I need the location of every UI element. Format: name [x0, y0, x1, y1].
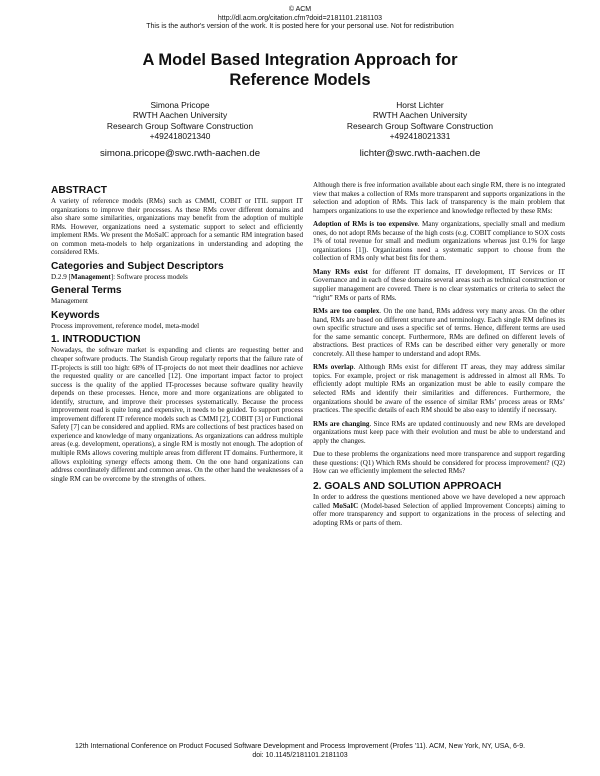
categories-heading: Categories and Subject Descriptors — [51, 260, 224, 272]
page-footer — [0, 742, 600, 760]
keywords-heading: Keywords — [51, 309, 100, 321]
author-phone: +492418021340 — [149, 130, 211, 141]
problem-text: . Many organizations, specially small and medium ones, do not adopt RMs because of the high costs (e.g. COBIT compliance to SOX costs 1% of total revenue for small and medium organizations whereas just 0.1% for large organizations [1]). Organizations need a systematic support to choose from the collection of RMs only what best fits for them. — [313, 220, 565, 263]
problem-text: . Although RMs exist for different IT areas, they may address similar topics. For example, project or risk management is addressed in almost all RMs. To efficiently adopt multiple RMs an organization must be able to easily compare the selected RMs and identify their similarities and differences. Furthermore, the organizations should be aware of the essence of similar RMs’ process areas or RMs’ practices. The specific details of each RM should be also easy to identify if necessary. — [313, 363, 565, 415]
problem-lead: Many RMs exist — [313, 267, 368, 276]
introduction-continued: Although there is free information available about each single RM, there is no integrated view that makes a collection of RMs more transparent and supports organizations in the selection and adoption of RMs. This lack of transparency is the main problem that hampers organizations to use the experience and knowledge reflected by these RMs: — [313, 181, 565, 215]
categories-suffix: ]: Software process models — [110, 272, 188, 281]
author-department: Research Group Software Construction — [346, 120, 494, 131]
problem-paragraph-expensive — [313, 220, 565, 263]
author-email[interactable]: simona.pricope@swc.rwth-aachen.de — [99, 148, 261, 160]
paper-title — [40, 50, 560, 90]
right-column — [313, 181, 565, 527]
author-block-1 — [65, 100, 295, 159]
copyright-text: © ACM — [288, 6, 312, 13]
categories-bold: Management — [70, 272, 111, 281]
categories-text — [51, 273, 303, 282]
author-email[interactable]: lichter@swc.rwth-aachen.de — [359, 148, 481, 160]
problem-lead: Adoption of RMs is too expensive — [313, 220, 418, 229]
problem-lead: RMs overlap — [313, 363, 354, 372]
author-affiliation: RWTH Aachen University — [372, 110, 468, 121]
conference-citation: 12th International Conference on Product Focused Software Development and Process Improvement (Profes '11). ACM, New York, NY, USA, 6-9. — [74, 743, 526, 750]
abstract-heading: ABSTRACT — [51, 185, 108, 196]
redistribution-notice: This is the author's version of the work. It is posted here for your personal use. Not for redistribution — [146, 23, 454, 30]
problem-paragraph-complex — [313, 307, 565, 358]
introduction-text: Nowadays, the software market is expanding and clients are requesting better and cheaper software products. The Standish Group regularly reports that the failure rate of IT-projects is still too high: 68% of IT-projects do not meet their deadlines nor achieve the requested quality or are cancelled [12]. One important impact factor to project success is the quality of the applied IT-processes because software quality heavily depends on these processes. Hence, more and more organizations are obligated to identify, structure, and improve their processes systematically. Because the process improvement road is quite long and expensive, it needs to be guided. To support process improvement different IT reference models such as CMMI [2], COBIT [3] or Functional Safety [7] can be considered and applied. RMs are collections of best practices based on experience and knowledge of many organizations. As organizations can address multiple areas (e.g. development, operations), a single RM is mostly not enough. The adoption of multiple RMs allows covering multiple areas from different IT domains. Furthermore, it allows exploiting synergy effects among them. On the one hand organizations can address coordinately different and common areas. On the other hand the weaknesses of a single RM can be overcome by the strengths of others. — [51, 346, 304, 483]
author-block-2 — [305, 100, 535, 159]
goals-bold: MoSaIC — [332, 501, 359, 510]
author-affiliation: RWTH Aachen University — [132, 110, 228, 121]
categories-prefix: D.2.9 [ — [51, 272, 71, 281]
title-line-2: Reference Models — [229, 71, 371, 89]
author-name: Simona Pricope — [150, 100, 210, 110]
problem-text: for different IT domains, IT development, IT Services or IT Governance and in each of these domains several areas such as technical construction or supplier management are covered. There is no clear systematics or criteria to select the “right” RMs or parts of RMs. — [313, 267, 566, 302]
general-terms-heading: General Terms — [51, 285, 122, 297]
goals-suffix: (Model-based Selection of applied Improvement Concepts) aiming to offer more transparency and support to organizations in the process of selecting and adopting RMs or parts of them. — [313, 501, 566, 527]
problem-paragraph-overlap — [313, 363, 565, 414]
goals-prefix: In order to address the questions mentioned above we have developed a new approach called — [313, 492, 565, 510]
abstract-text: A variety of reference models (RMs) such as CMMI, COBIT or ITIL support IT organizations to improve their processes. As these RMs cover different domains and also share some similarities, organizations may benefit from the adoption of multiple RMs. However, organizations need a systematic support to select and efficiently implement RMs. We present the MoSaIC approach for a semantic RM integration based on common meta-models to help organizations in understanding and adopting the considered RMs. — [51, 197, 303, 257]
problem-text: . On the one hand, RMs address very many areas. On the other hand, RMs are based on different structure and terminology. Each single RM defines its own specific structure and uses a specific set of terms. Hence, different terms are used for the same semantic concept. Furthermore, RMs are defined on different levels of abstractions. Best practices of RMs can be described either very generally or more concretely. All these hamper to understand and adopt RMs. — [313, 307, 565, 358]
goals-text — [313, 493, 565, 527]
goals-heading: 2. GOALS AND SOLUTION APPROACH — [313, 480, 502, 492]
introduction-heading: 1. INTRODUCTION — [51, 334, 141, 346]
problem-paragraph-many-rms — [313, 268, 565, 302]
general-terms-text: Management — [51, 297, 89, 306]
research-questions: Due to these problems the organizations need more transparence and support regarding these questions: (Q1) Which RMs should be considered for process improvement? (Q2) How can we efficiently implement the selected RMs? — [313, 450, 565, 476]
author-department: Research Group Software Construction — [106, 120, 254, 131]
page-header-notice — [0, 6, 600, 32]
author-name: Horst Lichter — [396, 100, 444, 110]
keywords-text: Process improvement, reference model, meta-model — [51, 321, 200, 330]
problem-paragraph-changing — [313, 420, 565, 446]
problem-text: . Since RMs are updated continuously and new RMs are developed organizations must keep pace with their evolution and must be able to understand and apply the changes. — [313, 419, 565, 445]
doi-url-link[interactable]: http://dl.acm.org/citation.cfm?doid=2181101.2181103 — [217, 14, 383, 22]
author-phone: +492418021331 — [389, 130, 451, 141]
title-line-1: A Model Based Integration Approach for — [142, 51, 458, 69]
left-column — [51, 181, 303, 483]
footer-doi: doi: 10.1145/2181101.2181103 — [252, 752, 348, 759]
problem-lead: RMs are changing — [313, 419, 370, 428]
problem-lead: RMs are too complex — [313, 307, 380, 316]
